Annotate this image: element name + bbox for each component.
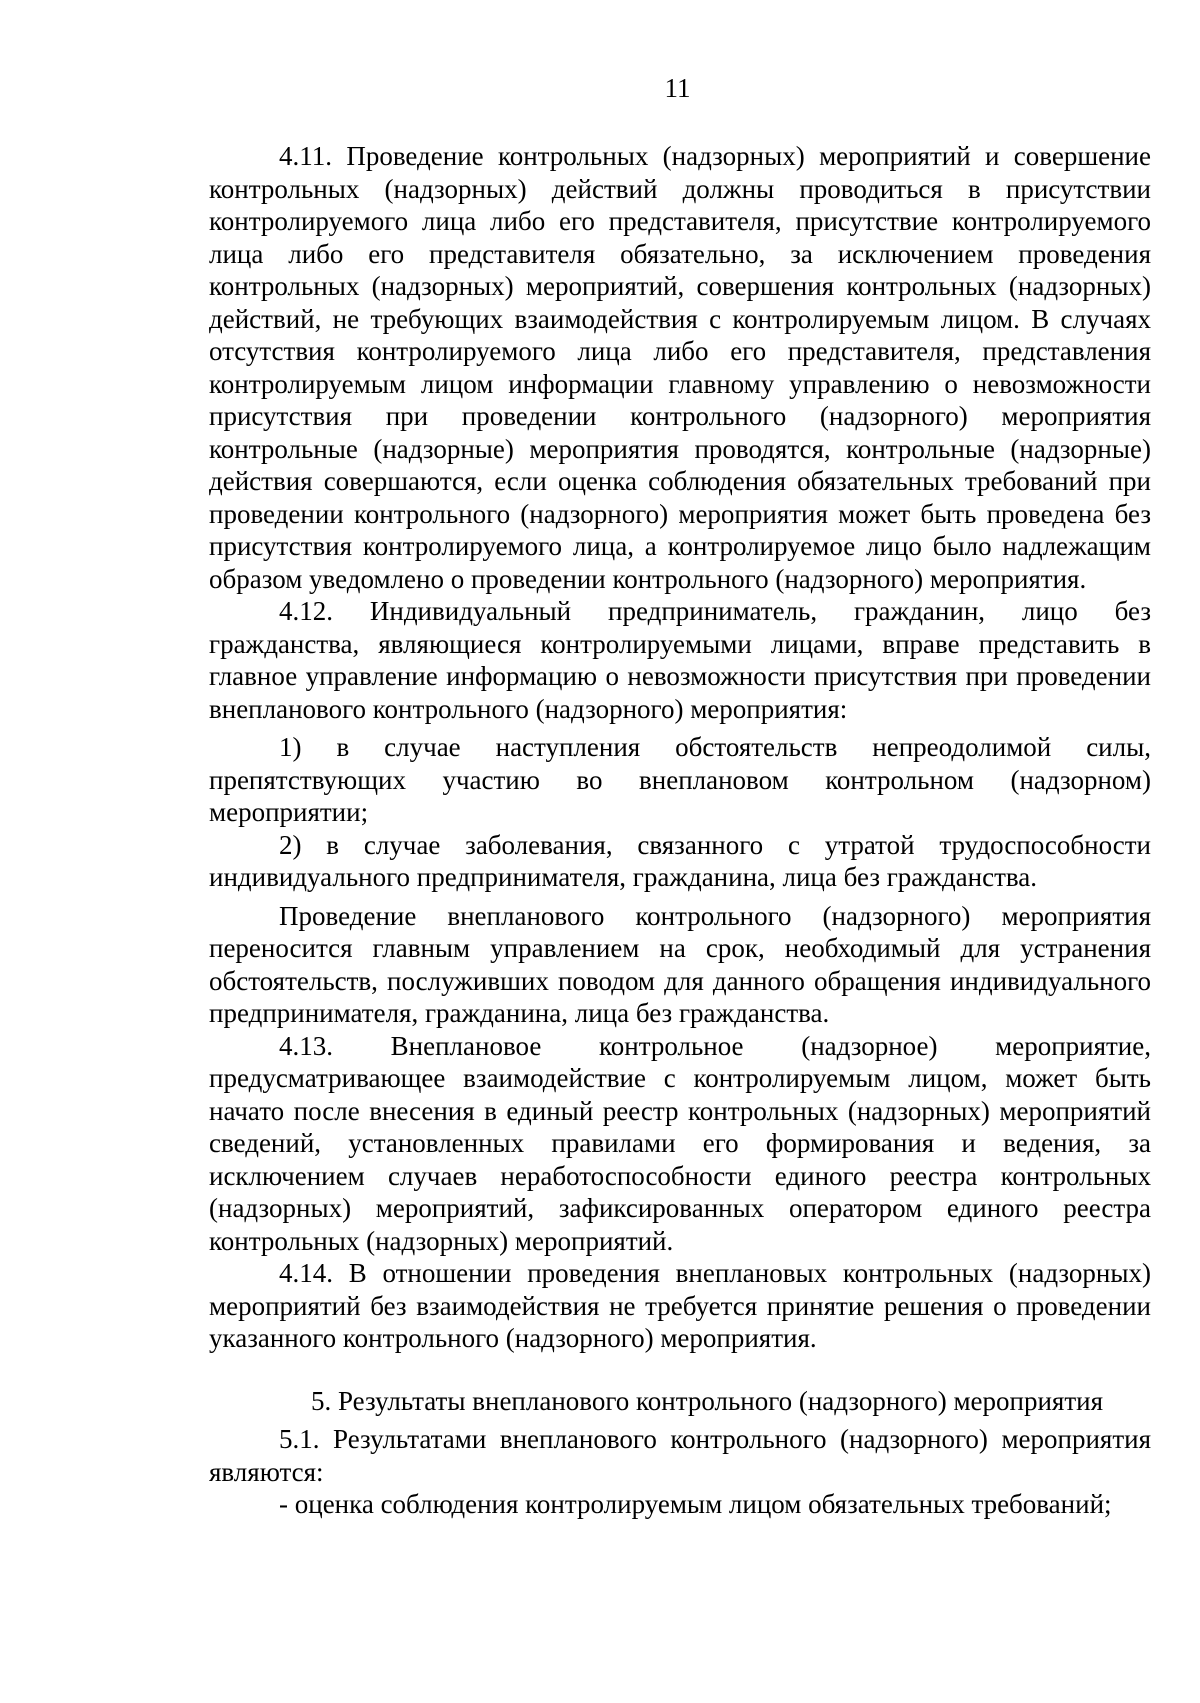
document-body — [209, 140, 1151, 1521]
paragraph-4-12-item-2: 2) в случае заболевания, связанного с утратой трудоспособности индивидуального предпринимателя, гражданина, лица без гражданства. — [209, 829, 1151, 892]
paragraph-4-14: 4.14. В отношении проведения внеплановых контрольных (надзорных) мероприятий без взаимодействия не требуется принятие решения о проведении указанного контрольного (надзорного) мероприятия. — [209, 1258, 1151, 1353]
section-heading: 5. Результаты внепланового контрольного (надзорного) мероприятия — [311, 1385, 1104, 1416]
paragraph-4-13: 4.13. Внеплановое контрольное (надзорное) мероприятие, предусматривающее взаимодействие с контролируемым лицом, может быть начато после внесения в единый реестр контрольных (надзорных) мероприятий сведений, установленных правилами его формирования и ведения, за исключением случаев неработоспособности единого реестра контрольных (надзорных) мероприятий, зафиксированных оператором единого реестра контрольных (надзорных) мероприятий. — [209, 1030, 1151, 1256]
paragraph-5-1: 5.1. Результатами внепланового контрольного (надзорного) мероприятия являются: — [209, 1424, 1151, 1487]
paragraph-postponement: Проведение внепланового контрольного (надзорного) мероприятия переносится главным управлением на срок, необходимый для устранения обстоятельств, послуживших поводом для данного обращения индивидуального предпринимателя, гражданина, лица без гражданства. — [209, 900, 1151, 1028]
paragraph-4-12: 4.12. Индивидуальный предприниматель, гражданин, лицо без гражданства, являющиеся контролируемыми лицами, вправе представить в главное управление информацию о невозможности присутствия при проведении внепланового контрольного (надзорного) мероприятия: — [209, 596, 1151, 724]
paragraph-4-12-item-1: 1) в случае наступления обстоятельств непреодолимой силы, препятствующих участию во внеплановом контрольном (надзорном) мероприятии; — [209, 732, 1151, 827]
paragraph-5-1-item: - оценка соблюдения контролируемым лицом обязательных требований; — [279, 1489, 1112, 1519]
paragraph-4-11: 4.11. Проведение контрольных (надзорных) мероприятий и совершение контрольных (надзорных) действий должны проводиться в присутствии контролируемого лица либо его представителя, присутствие контролируемого лица либо его представителя обязательно, за исключением проведения контрольных (надзорных) мероприятий, совершения контрольных (надзорных) действий, не требующих взаимодействия с контролируемым лицом. В случаях отсутствия контролируемого лица либо его представителя, представления контролируемым лицом информации главному управлению о невозможности присутствия при проведении контрольного (надзорного) мероприятия контрольные (надзорные) мероприятия проводятся, контрольные (надзорные) действия совершаются, если оценка соблюдения обязательных требований при проведении контрольного (надзорного) мероприятия может быть проведена без присутствия контролируемого лица, а контролируемое лицо было надлежащим образом уведомлено о проведении контрольного (надзорного) мероприятия. — [209, 141, 1151, 594]
page-number: 11 — [664, 73, 691, 103]
